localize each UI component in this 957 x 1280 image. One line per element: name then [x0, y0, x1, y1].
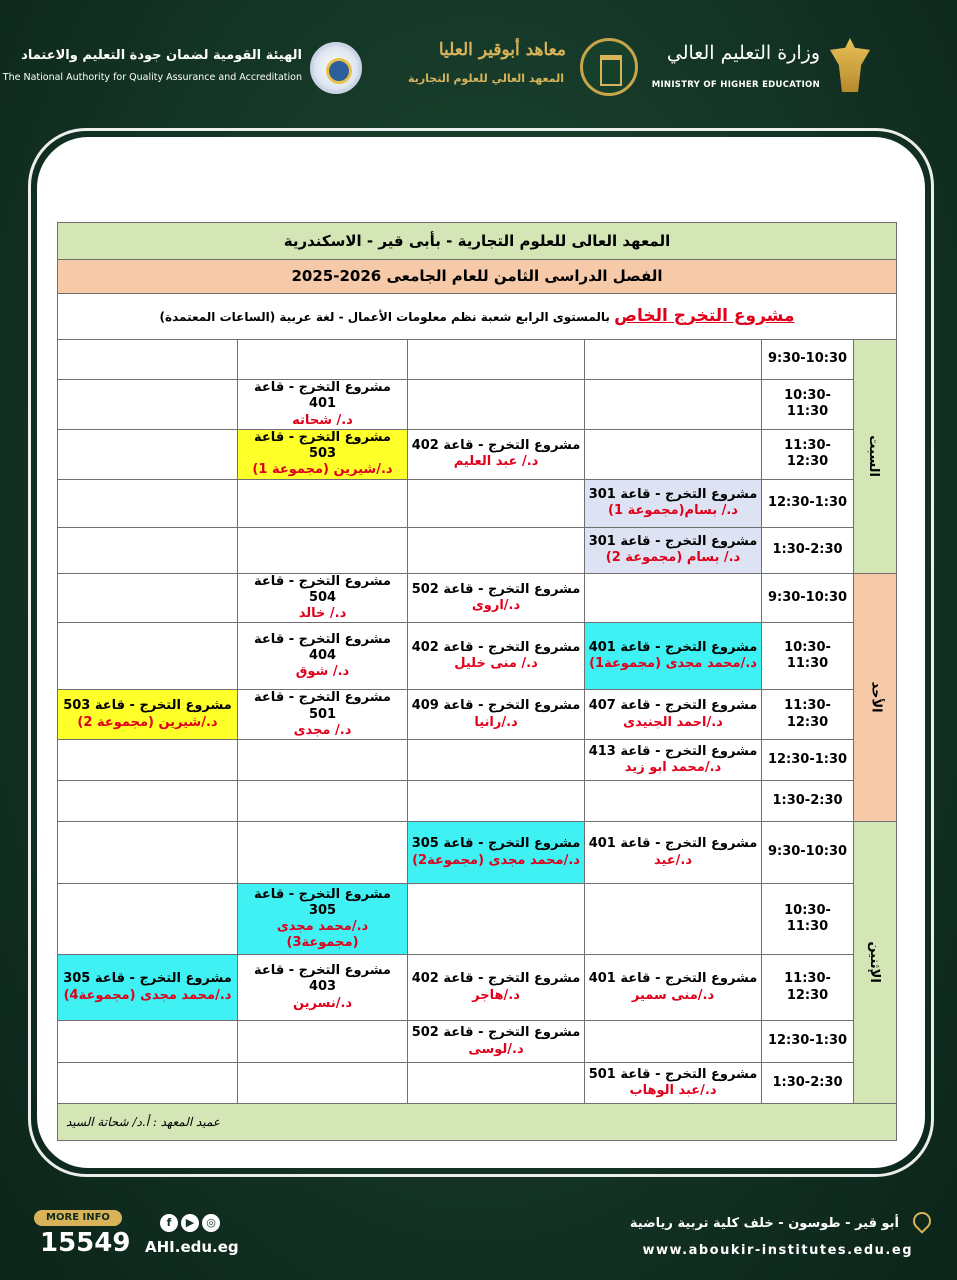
- schedule-cell-highlight: مشروع التخرج - قاعة 301 د./ بسام (مجموعة 2): [585, 527, 762, 573]
- time-slot: 11:30-12:30: [762, 690, 854, 740]
- time-slot: 9:30-10:30: [762, 340, 854, 380]
- institute-emblem-icon: [580, 38, 638, 96]
- schedule-table: [57, 222, 897, 1141]
- website-long[interactable]: www.aboukir-institutes.edu.eg: [642, 1243, 913, 1258]
- ministry-logo: [651, 38, 884, 108]
- facebook-icon[interactable]: f: [160, 1214, 178, 1232]
- schedule-cell-highlight: مشروع التخرج - قاعة 503 د./شيرين (مجموعة 2): [58, 690, 238, 740]
- nqaa-logo: [2, 42, 362, 102]
- time-slot: 10:30-11:30: [762, 380, 854, 430]
- institute-logo: [388, 34, 638, 104]
- ministry-name-ar: وزارة التعليم العالي: [666, 42, 820, 64]
- more-info-badge: MORE INFO: [34, 1210, 122, 1226]
- header: [0, 30, 957, 120]
- schedule-cell-highlight: مشروع التخرج - قاعة 305 د./محمد مجدى (مجموعة3): [238, 884, 408, 955]
- time-slot: 1:30-2:30: [762, 1063, 854, 1104]
- time-slot: 1:30-2:30: [762, 781, 854, 822]
- instagram-icon[interactable]: ◎: [202, 1214, 220, 1232]
- schedule-cell: مشروع التخرج - قاعة 501 د./ مجدى: [238, 690, 408, 740]
- eagle-icon: [830, 38, 870, 92]
- schedule-cell: مشروع التخرج - قاعة 403 د./نسرين: [238, 955, 408, 1021]
- schedule-cell-highlight: مشروع التخرج - قاعة 301 د./ بسام(مجموعة 1): [585, 479, 762, 527]
- time-slot: 11:30-12:30: [762, 429, 854, 479]
- time-slot: 1:30-2:30: [762, 527, 854, 573]
- table-title: المعهد العالى للعلوم التجارية - بأبى قير - الاسكندرية: [58, 223, 897, 260]
- institute-name: معاهد أبوقير العليا: [438, 40, 566, 60]
- time-slot: 9:30-10:30: [762, 822, 854, 884]
- schedule-cell: مشروع التخرج - قاعة 409 د./رانيا: [408, 690, 585, 740]
- ministry-name-en: MINISTRY OF HIGHER EDUCATION: [651, 80, 820, 90]
- time-slot: 10:30-11:30: [762, 623, 854, 690]
- schedule-cell-highlight: مشروع التخرج - قاعة 503 د./شيرين (مجموعة 1): [238, 429, 408, 479]
- schedule-cell: مشروع التخرج - قاعة 504 د./ خالد: [238, 573, 408, 623]
- website-short[interactable]: AHI.edu.eg: [145, 1238, 239, 1256]
- time-slot: 9:30-10:30: [762, 573, 854, 623]
- day-sunday: الأحد: [854, 573, 897, 822]
- semester-title: الفصل الدراسى الثامن للعام الجامعى 2026-2025: [58, 260, 897, 294]
- location-pin-icon: [909, 1208, 934, 1233]
- schedule-cell: مشروع التخرج - قاعة 502 د./اروى: [408, 573, 585, 623]
- nqaa-name-ar: الهيئة القومية لضمان جودة التعليم والاعتماد: [21, 48, 302, 63]
- youtube-icon[interactable]: ▶: [181, 1214, 199, 1232]
- time-slot: 12:30-1:30: [762, 479, 854, 527]
- schedule-cell: مشروع التخرج - قاعة 501 د./عبد الوهاب: [585, 1063, 762, 1104]
- schedule-cell-highlight: مشروع التخرج - قاعة 401 د./محمد مجدى (مجموعة1): [585, 623, 762, 690]
- nqaa-name-en: The National Authority for Quality Assurance and Accreditation: [2, 72, 302, 83]
- schedule-cell: مشروع التخرج - قاعة 401 د./منى سمير: [585, 955, 762, 1021]
- day-monday: الإثنين: [854, 822, 897, 1104]
- schedule-cell-highlight: مشروع التخرج - قاعة 305 د./محمد مجدى (مجموعة2): [408, 822, 585, 884]
- course-name: مشروع التخرج الخاص: [614, 305, 795, 326]
- schedule-cell: مشروع التخرج - قاعة 404 د./ شوق: [238, 623, 408, 690]
- hotline-number: 15549: [40, 1228, 131, 1258]
- social-links: [160, 1211, 223, 1232]
- schedule-cell: مشروع التخرج - قاعة 402 د./ منى خليل: [408, 623, 585, 690]
- time-slot: 12:30-1:30: [762, 740, 854, 781]
- address-text: أبو قير - طوسون - خلف كلية تربية رياضية: [629, 1216, 899, 1231]
- time-slot: 12:30-1:30: [762, 1021, 854, 1063]
- schedule-cell: مشروع التخرج - قاعة 502 د./لوسى: [408, 1021, 585, 1063]
- schedule-cell: مشروع التخرج - قاعة 402 د./هاجر: [408, 955, 585, 1021]
- schedule-cell: مشروع التخرج - قاعة 407 د./احمد الجنيدى: [585, 690, 762, 740]
- schedule-cell-highlight: مشروع التخرج - قاعة 305 د./محمد مجدى (مجموعة4): [58, 955, 238, 1021]
- schedule-cell: مشروع التخرج - قاعة 402 د./ عبد العليم: [408, 429, 585, 479]
- dean-signature: عميد المعهد : أ.د/ شحاتة السيد: [58, 1104, 897, 1141]
- schedule-cell: مشروع التخرج - قاعة 413 د./محمد ابو زيد: [585, 740, 762, 781]
- time-slot: 11:30-12:30: [762, 955, 854, 1021]
- course-details: بالمستوى الرابع شعبة نظم معلومات الأعمال - لغة عربية (الساعات المعتمدة): [159, 309, 610, 324]
- course-title: [58, 294, 897, 340]
- time-slot: 10:30-11:30: [762, 884, 854, 955]
- institute-subname: المعهد العالي للعلوم التجارية: [408, 72, 564, 85]
- day-saturday: السبت: [854, 340, 897, 574]
- schedule-cell: مشروع التخرج - قاعة 401 د./عيد: [585, 822, 762, 884]
- nqaa-seal-icon: [310, 42, 362, 94]
- schedule-cell: مشروع التخرج - قاعة 401 د./ شحاته: [238, 380, 408, 430]
